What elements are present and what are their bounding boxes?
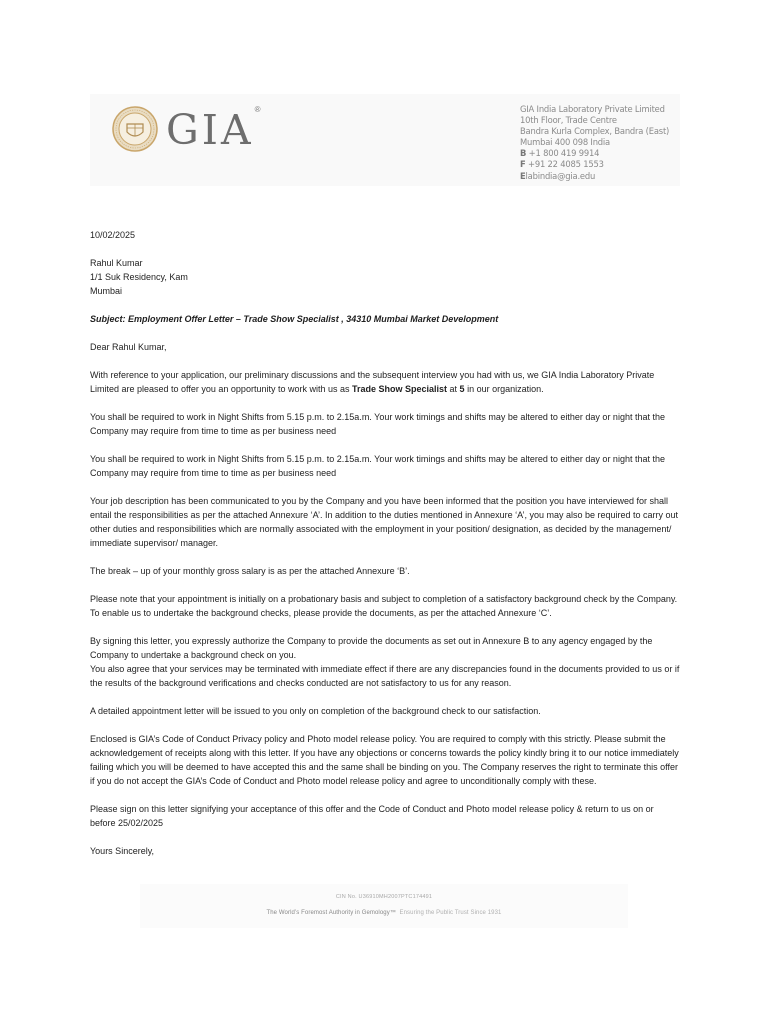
address-line: 10th Floor, Trade Centre [520, 115, 617, 126]
paragraph-acceptance: Please sign on this letter signifying your acceptance of this offer and the Code of Conduct and Photo model release policy & return to us on or before 25/02/2025 [90, 804, 654, 828]
paragraph-job-description: Your job description has been communicated to you by the Company and you have been informed that the position you have interviewed for shall entail the responsibilities as per the attached Annexure ‘A’. In addition to the duties mentioned in Annexure ‘A’, you may also be required to carry out other duties and responsibilities which are normally associated with the employment in your position/ designation, as decided by the management/ immediate supervisor/ manager. [90, 496, 679, 548]
paragraph-code-of-conduct: Enclosed is GIA’s Code of Conduct Privacy policy and Photo model release policy. You are required to comply with this strictly. Please submit the acknowledgement of receipts along with this letter. If you have any objections or concerns towards the policy kindly bring it to our notice immediately failing which you will be deemed to have accepted this and the same shall be binding on you. The Company reserves the right to terminate this offer if you do not accept the GIA’s Code of Conduct and Photo model release policy and agree to unconditionally comply with these. [90, 734, 679, 786]
registered-mark: ® [254, 104, 261, 114]
address-line: Bandra Kurla Complex, Bandra (East) [520, 126, 670, 137]
letter-subject: Subject: Employment Offer Letter – Trade Show Specialist , 34310 Mumbai Market Development [90, 314, 499, 324]
company-name: GIA India Laboratory Private Limited [520, 104, 665, 114]
paragraph-salary: The break – up of your monthly gross salary is as per the attached Annexure ‘B’. [90, 566, 410, 576]
job-role: Trade Show Specialist [351, 384, 448, 394]
recipient-name: Rahul Kumar [90, 258, 143, 268]
fax-line: F +91 22 4085 1553 [520, 159, 604, 170]
letter-footer [140, 884, 628, 928]
salutation: Dear Rahul Kumar, [90, 342, 167, 352]
paragraph-probation: Please note that your appointment is initially on a probationary basis and subject to completion of a satisfactory background check by the Company. To enable us to undertake the background checks, please provide the documents, as per the attached Annexure ‘C’. [90, 594, 678, 618]
recipient-city: Mumbai [90, 286, 123, 296]
company-address [520, 104, 669, 182]
logo-wordmark: GIA [166, 105, 254, 154]
job-level: 5 [459, 384, 465, 394]
letter-date: 10/02/2025 [90, 230, 136, 240]
paragraph-shifts-repeat: You shall be required to work in Night Shifts from 5.15 p.m. to 2.15a.m. Your work timings and shifts may be altered to either day or night that the Company may require from time to time as per business need [90, 454, 665, 478]
letter-body [90, 228, 680, 858]
gia-seal-icon [112, 106, 158, 152]
closing: Yours Sincerely, [90, 846, 155, 856]
paragraph-termination: You also agree that your services may be terminated with immediate effect if there are any discrepancies found in the documents provided to us or if the results of the background verifications and checks conducted are not satisfactory to us for any reason. [90, 664, 680, 688]
paragraph-authorization: By signing this letter, you expressly authorize the Company to provide the documents as set out in Annexure B to any agency engaged by the Company to undertake a background check on you. [90, 636, 653, 660]
footer-tagline: The World’s Foremost Authority in Gemology™ Ensuring the Public Trust Since 1931 [266, 910, 502, 916]
email-line: Elabindia@gia.edu [520, 170, 596, 181]
recipient-block [90, 256, 680, 298]
phone-line: B +1 800 419 9914 [520, 148, 600, 159]
paragraph-shifts: You shall be required to work in Night Shifts from 5.15 p.m. to 2.15a.m. Your work timings and shifts may be altered to either day or night that the Company may require from time to time as per business need [90, 412, 665, 436]
recipient-address: 1/1 Suk Residency, Kam [90, 272, 188, 282]
paragraph-appointment: A detailed appointment letter will be issued to you only on completion of the background check to our satisfaction. [90, 706, 541, 716]
address-line: Mumbai 400 098 India [520, 137, 610, 148]
gia-logo [112, 106, 260, 152]
paragraph-offer: With reference to your application, our preliminary discussions and the subsequent interview you had with us, we GIA India Laboratory Private Limited are pleased to offer you an opportunity to work with us as Trade Show Specialist at 5 in our organization. [90, 370, 655, 394]
cin-number: CIN No. U36910MH2007PTC174491 [335, 894, 433, 900]
